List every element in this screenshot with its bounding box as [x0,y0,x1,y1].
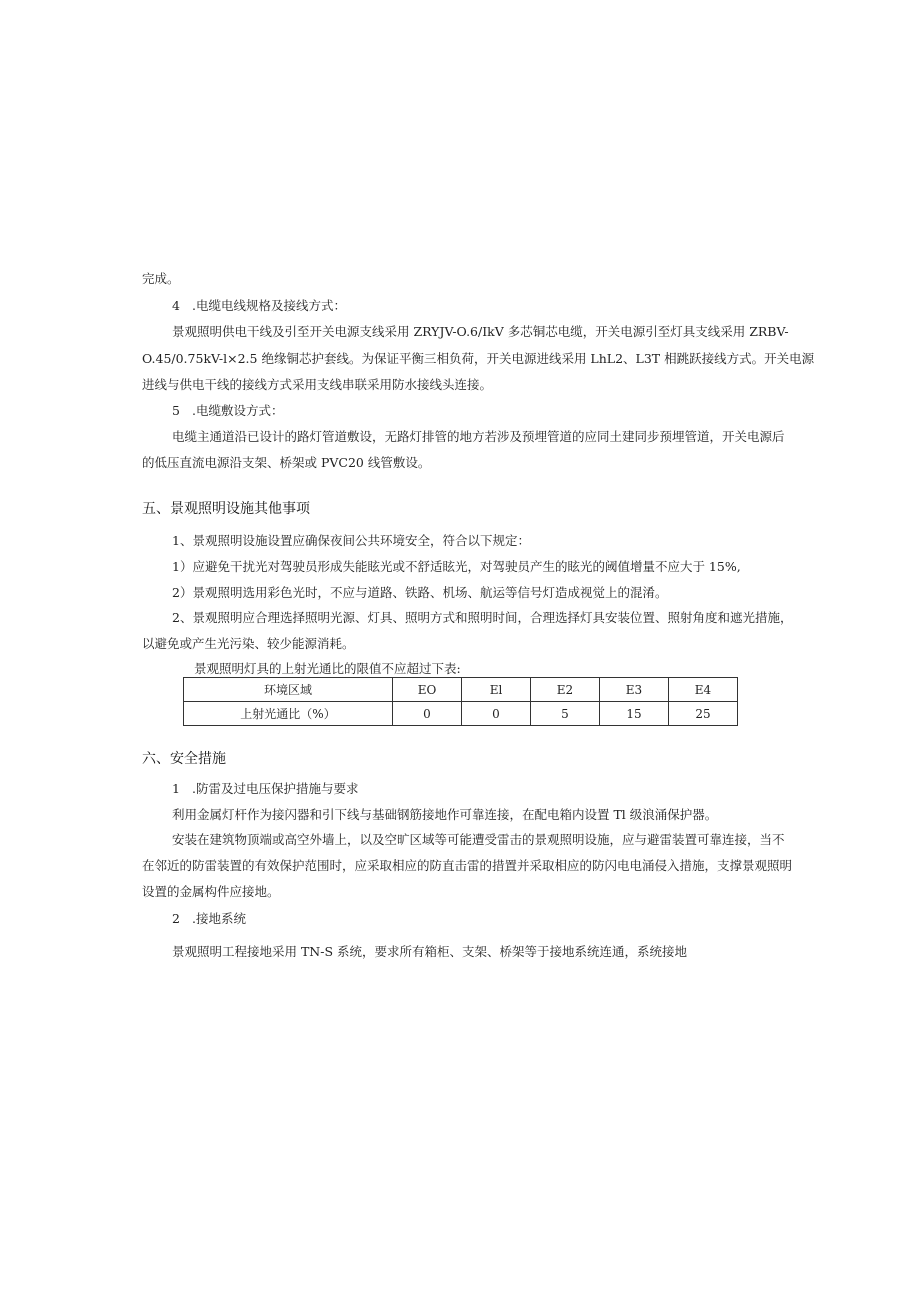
section-4-title: .电缆电线规格及接线方式： [192,298,346,313]
safety-2-title: .接地系统 [192,911,246,926]
table-cell: 0 [393,702,462,726]
continuation-text: 完成。 [142,271,180,286]
safety-1-paragraph-2-line-1: 安装在建筑物顶端或高空外墙上，以及空旷区域等可能遭受雷击的景观照明设施，应与避雷装置可靠连接，当不 [172,832,785,847]
safety-1-paragraph-2-line-3: 设置的金属构件应接地。 [142,884,280,899]
table-cell: 25 [669,702,738,726]
upward-light-ratio-table [183,677,738,726]
rule-2-line-2: 以避免或产生光污染、较少能源消耗。 [142,636,355,651]
rule-1-item-1: 1）应避免干扰光对驾驶员形成失能眩光或不舒适眩光，对驾驶员产生的眩光的阈值增量不应大于 15%, [172,559,741,574]
safety-2-number: 2 [172,911,180,926]
table-cell: 0 [462,702,531,726]
table-header-cell: E4 [669,678,738,702]
table-header-cell: E3 [600,678,669,702]
table-header-cell: EO [393,678,462,702]
table-header-cell: E2 [531,678,600,702]
rule-1: 1、景观照明设施设置应确保夜间公共环境安全，符合以下规定： [172,533,530,548]
section-5-line-2: 的低压直流电源沿支架、桥架或 PVC20 线管敷设。 [142,455,431,470]
section-4-line-1: 景观照明供电干线及引至开关电源支线采用 ZRYJV-O.6/IkV 多芯铜芯电缆，开关电源引至灯具支线采用 ZRBV- [172,324,789,339]
heading-safety-measures: 六、安全措施 [142,751,226,767]
safety-2-paragraph-1: 景观照明工程接地采用 TN-S 系统，要求所有箱柜、支架、桥架等于接地系统连通，系统接地 [172,944,688,959]
section-4-line-2: O.45/0.75kV-l×2.5 绝缘铜芯护套线。为保证平衡三相负荷，开关电源进线采用 LhL2、L3T 相跳跃接线方式。开关电源 [142,351,815,366]
safety-1-paragraph-2-line-2: 在邻近的防雷装置的有效保护范围时，应采取相应的防直击雷的措置并采取相应的防闪电电涌侵入措施，支撑景观照明 [142,858,793,873]
table-cell: 上射光通比（%） [184,702,393,726]
safety-1-number: 1 [172,781,180,796]
rule-1-item-2: 2）景观照明选用彩色光时，不应与道路、铁路、机场、航运等信号灯造成视觉上的混淆。 [172,585,668,600]
section-5-number: 5 [172,403,180,418]
rule-2-line-1: 2、景观照明应合理选择照明光源、灯具、照明方式和照明时间，合理选择灯具安装位置、照射角度和遮光措施， [172,610,793,625]
section-4-number: 4 [172,298,180,313]
section-5-line-1: 电缆主通道沿已设计的路灯管道敷设，无路灯排管的地方若涉及预埋管道的应同土建同步预埋管道，开关电源后 [172,429,785,444]
safety-1-paragraph-1: 利用金属灯杆作为接闪器和引下线与基础钢筋接地作可靠连接，在配电箱内设置 Tl 级浪涌保护器。 [172,807,718,822]
heading-landscape-lighting-other: 五、景观照明设施其他事项 [142,501,310,517]
table-cell: 5 [531,702,600,726]
table-header-cell: 环境区域 [184,678,393,702]
table-row [184,702,738,726]
section-5-title: .电缆敷设方式： [192,403,284,418]
table-header-row [184,678,738,702]
safety-1-title: .防雷及过电压保护措施与要求 [192,781,359,796]
section-4-line-3: 进线与供电干线的接线方式采用支线串联采用防水接线头连接。 [142,377,493,392]
table-caption: 景观照明灯具的上射光通比的限值不应超过下表: [194,661,461,676]
table-cell: 15 [600,702,669,726]
table-header-cell: El [462,678,531,702]
